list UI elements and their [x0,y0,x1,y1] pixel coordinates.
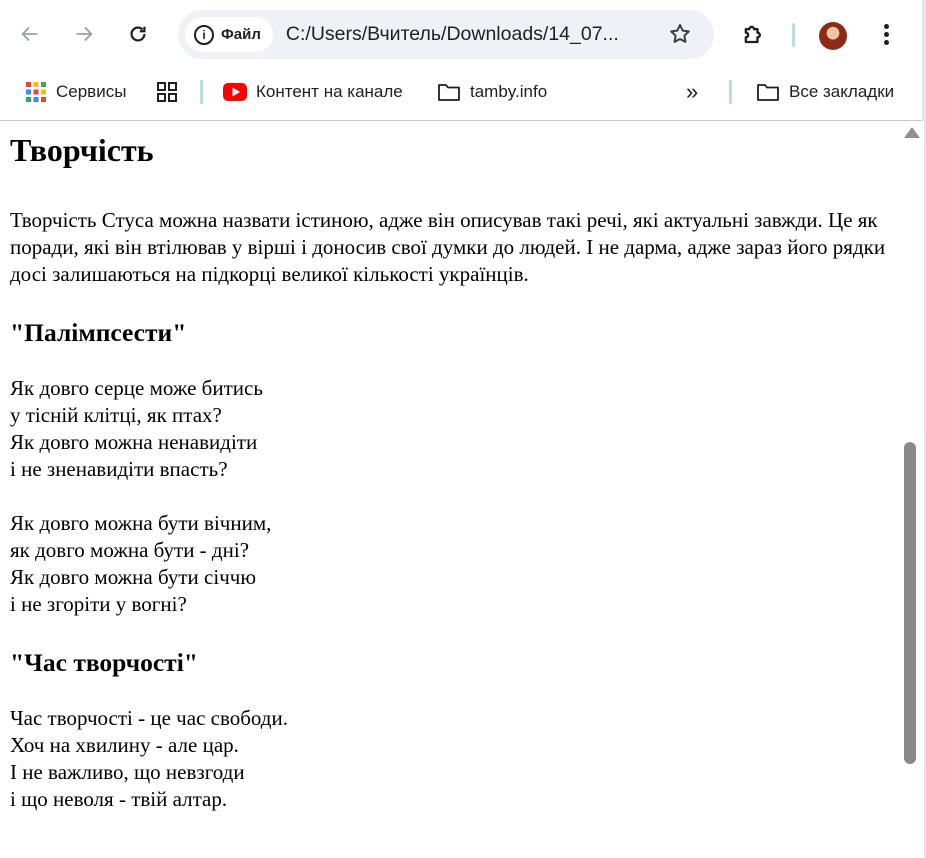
profile-avatar[interactable] [819,22,847,50]
bookmark-separator [200,80,203,104]
apps-grid-icon [25,81,47,103]
poem-line: Як довго можна бути вічним, [10,511,272,535]
page-scrollbar[interactable] [900,121,926,858]
bookmark-label: tamby.info [470,82,548,101]
bookmark-services[interactable] [25,78,126,106]
folder-icon [756,82,780,102]
browser-toolbar [0,0,926,70]
reload-icon [127,23,149,45]
bookmark-youtube[interactable] [223,78,403,106]
poem-stanza [10,705,890,813]
url-text[interactable]: C:/Users/Вчитель/Downloads/14_07... [285,23,619,45]
site-info-label: Файл [221,26,261,43]
poem-title: "Час творчості" [10,648,198,677]
scroll-up-arrow-icon[interactable] [904,127,920,138]
bookmark-label: Сервисы [56,82,127,101]
poem-line: у тісній клітці, як птах? [10,403,222,427]
poem-line: і не зненавидіти впасть? [10,457,228,481]
chevron-double-right-icon: » [686,79,699,104]
site-info-chip[interactable] [185,17,273,52]
arrow-right-icon [73,23,95,45]
all-bookmarks-button[interactable] [756,78,894,106]
toolbar-separator [792,23,795,47]
window-edge [922,0,926,121]
bookmarks-bar [0,70,926,114]
scrollbar-thumb[interactable] [904,442,916,764]
poem-line: Час творчості - це час свободи. [10,706,288,730]
poem-line: Як довго серце може битись [10,376,263,400]
poem-body [10,375,890,618]
poem-line: і що неволя - твій алтар. [10,787,228,811]
poem-line: і не згоріти у вогні? [10,592,187,616]
browser-chrome [0,0,926,121]
poem-line: Як довго можна ненавидіти [10,430,258,454]
folder-icon [437,82,461,102]
info-icon: i [194,25,214,45]
poem-line: Хоч на хвилину - але цар. [10,733,239,757]
intro-paragraph: Творчість Стуса можна назвати істиною, адже він описував такі речі, які актуальні завжди. Це як поради, які він втілював у вірші і доносив свої думки до людей. І не дарма, адже зараз його рядки досі залишаються на підкорці великої кількості українців. [10,208,886,286]
forward-button[interactable] [66,16,102,52]
poem-stanza [10,510,890,618]
extensions-puzzle-icon[interactable] [740,21,768,49]
arrow-left-icon [19,23,41,45]
bookmark-star-icon[interactable] [668,22,692,46]
poem-line: як довго можна бути - дні? [10,538,250,562]
bookmark-separator [729,80,732,104]
page-title: Творчість [10,132,154,168]
poem-stanza [10,375,890,483]
tab-groups-icon [156,81,178,103]
all-bookmarks-label: Все закладки [789,82,895,101]
tab-groups-button[interactable] [156,78,178,106]
reload-button[interactable] [120,16,156,52]
bookmark-label: Контент на канале [256,82,403,101]
page-content [10,121,890,858]
bookmark-tamby[interactable] [437,78,547,106]
poem-line: Як довго можна бути січчю [10,565,257,589]
poem-line: І не важливо, що невзгоди [10,760,245,784]
browser-menu-button[interactable] [877,22,897,48]
youtube-icon [223,83,247,101]
poem-title: "Палімпсести" [10,318,187,347]
poem-body [10,705,890,813]
address-bar[interactable] [178,10,714,59]
bookmarks-overflow-button[interactable] [686,78,698,106]
back-button[interactable] [12,16,48,52]
